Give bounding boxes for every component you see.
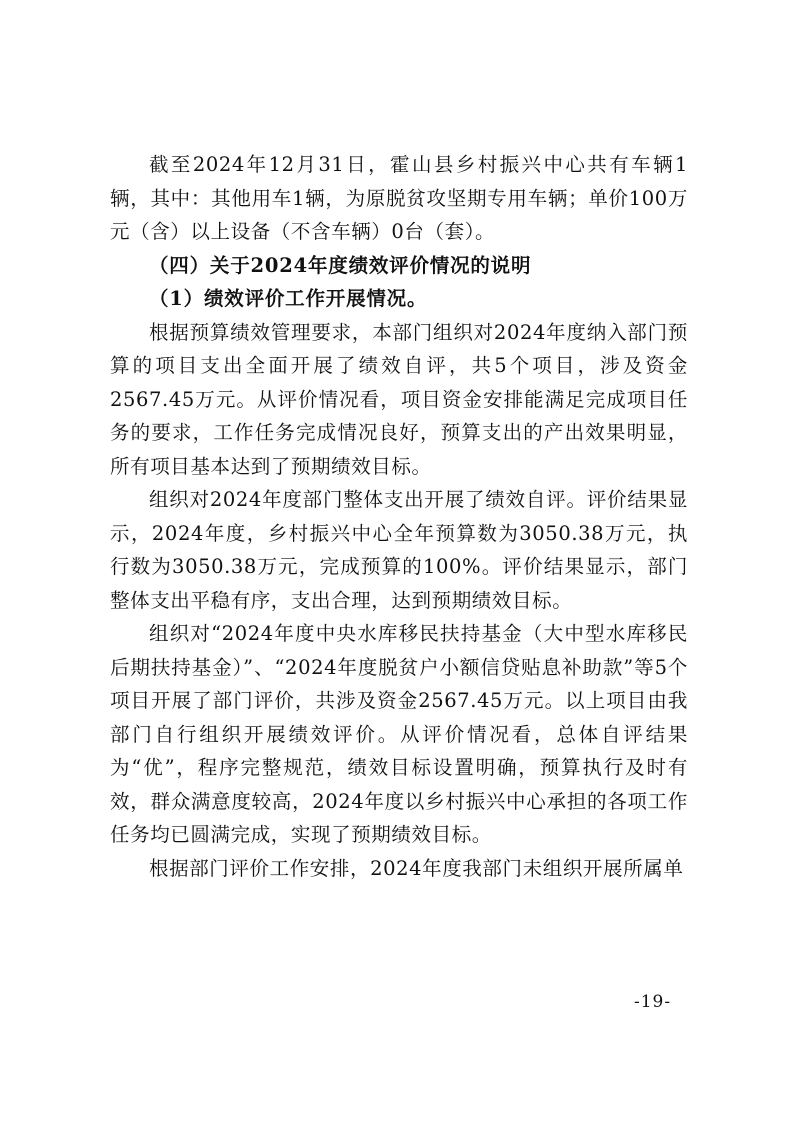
- paragraph-overall-expenditure: 组织对2024年度部门整体支出开展了绩效自评。评价结果显示，2024年度，乡村振兴中心全年预算数为3050.38万元，执行数为3050.38万元，完成预算的100%。评价结果显示，部门整体支出平稳有序，支出合理，达到预期绩效目标。: [110, 488, 688, 612]
- paragraph-evaluation-arrangement: 根据部门评价工作安排，2024年度我部门未组织开展所属单: [149, 856, 684, 880]
- paragraph-vehicles: 截至2024年12月31日，霍山县乡村振兴中心共有车辆1辆，其中：其他用车1辆，为原脱贫攻坚期专用车辆；单价100万元（含）以上设备（不含车辆）0台（套）。: [110, 153, 688, 243]
- subsection-heading-evaluation: （1）绩效评价工作开展情况。: [149, 287, 428, 310]
- paragraph-department-evaluation: 组织对“2024年度中央水库移民扶持基金（大中型水库移民后期扶持基金）”、“2024年度脱贫户小额信贷贴息补助款”等5个项目开展了部门评价，共涉及资金2567.45万元。以上项目由我部门自行组织开展绩效评价。从评价情况看，总体自评结果为“优”，程序完整规范，绩效目标设置明确，预算执行及时有效，群众满意度较高，2024年度以乡村振兴中心承担的各项工作任务均已圆满完成，实现了预期绩效目标。: [110, 622, 688, 846]
- section-heading-performance: （四）关于2024年度绩效评价情况的说明: [149, 253, 532, 277]
- document-body: [110, 148, 688, 885]
- paragraph-project-self-evaluation: 根据预算绩效管理要求，本部门组织对2024年度纳入部门预算的项目支出全面开展了绩效自评，共5个项目，涉及资金2567.45万元。从评价情况看，项目资金安排能满足完成项目任务的要求，工作任务完成情况良好，预算支出的产出效果明显，所有项目基本达到了预期绩效目标。: [110, 320, 688, 478]
- page-number: -19-: [634, 992, 672, 1012]
